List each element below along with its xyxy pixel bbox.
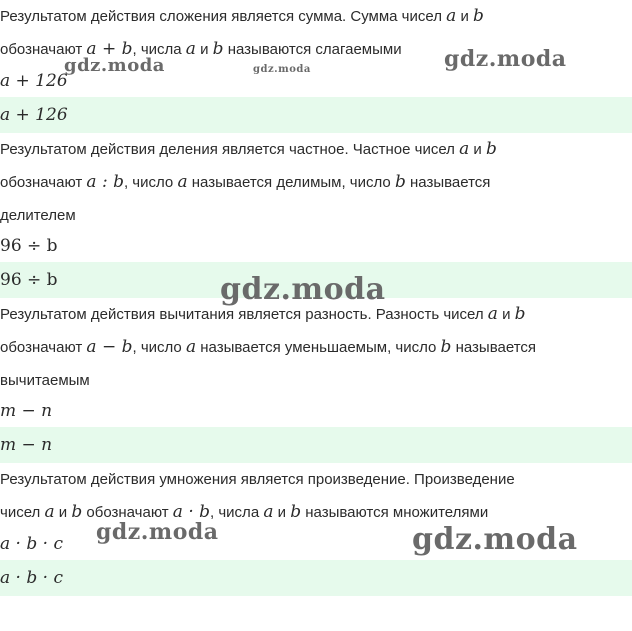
watermark: gdz.moda [64,55,165,76]
multiplication-expression: a · b · c [0,534,63,554]
subtraction-text-line-1: Результатом действия вычитания является разность. Разность чисел a и b [0,304,526,324]
watermark: gdz.moda [253,64,311,75]
subtraction-text-line-2: обозначают a − b, число a называется уменьшаемым, число b называется [0,337,537,357]
division-text-line-1: Результатом действия деления является частное. Частное чисел a и b [0,139,497,159]
subtraction-expression: m − n [0,401,53,421]
multiplication-text-line-2: чисел a и b обозначают a · b, числа a и b называются множителями [0,502,489,522]
division-answer: 96 ÷ b [0,262,632,298]
addition-expression: a + 126 [0,71,68,91]
subtraction-answer: m − n [0,427,632,463]
addition-text-line-2: обозначают a + b, числа a и b называются слагаемыми [0,39,402,59]
watermark: gdz.moda [220,272,386,307]
watermark: gdz.moda [96,519,219,545]
division-text-line-2: обозначают a : b, число a называется делимым, число b называется [0,172,491,192]
addition-answer: a + 126 [0,97,632,133]
watermark: gdz.moda [412,522,578,557]
division-expression: 96 ÷ b [0,236,58,256]
addition-text-line-1: Результатом действия сложения является сумма. Сумма чисел a и b [0,6,484,26]
division-text-line-3: делителем [0,207,76,224]
watermark: gdz.moda [444,46,567,72]
multiplication-text-line-1: Результатом действия умножения является произведение. Произведение [0,471,515,488]
subtraction-text-line-3: вычитаемым [0,372,90,389]
multiplication-answer: a · b · c [0,560,632,596]
